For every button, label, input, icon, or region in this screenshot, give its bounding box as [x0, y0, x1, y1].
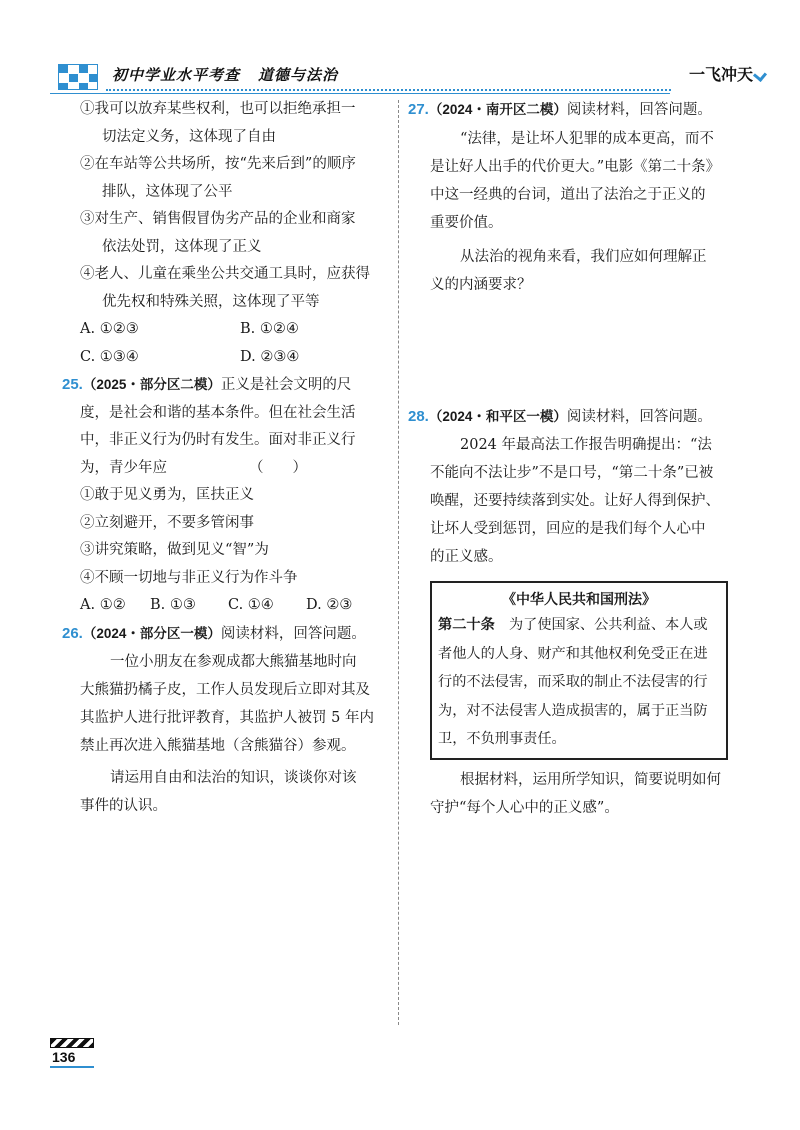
q27-question-line: 从法治的视角来看，我们应如何理解正 [460, 248, 707, 265]
question-28 [408, 403, 728, 822]
q28-source: （2024・和平区一模） [428, 408, 567, 424]
q27-first-line [408, 96, 728, 125]
q27-material-line: 是让好人出手的代价更大。”电影《第二十条》 [430, 158, 721, 175]
q27-source: （2024・南开区二模） [428, 102, 567, 117]
clapper-stripes-icon [50, 1038, 94, 1048]
q26-material-line: 大熊猫扔橘子皮，工作人员发现后立即对其及 [80, 682, 370, 698]
q25-option-c[interactable]: C. ①④ [228, 597, 274, 613]
q25-stem: 正义是社会文明的尺 [220, 377, 352, 393]
right-column [408, 96, 728, 822]
page-number: 136 [52, 1049, 76, 1065]
q28-material-line: 唤醒，还要持续落到实处。让好人得到保护、 [430, 493, 720, 509]
q24-options-row-2 [80, 344, 380, 372]
q24-item: 优先权和特殊关照，这体现了平等 [102, 293, 320, 310]
q25-first-line [62, 371, 380, 400]
q28-question-line: 守护“每个人心中的正义感”。 [430, 799, 619, 816]
law-line [438, 611, 720, 640]
law-text: 为了使国家、公共利益、本人或 [508, 617, 708, 633]
q24-item: ④老人、儿童在乘坐公共交通工具时，应获得 [80, 266, 370, 282]
q27-number: 27. [408, 101, 429, 118]
q27-material-line: “法律，是让坏人犯罪的成本更高，而不 [460, 130, 714, 147]
q25-options-row [80, 592, 380, 620]
q27-material-line: 中这一经典的台词，道出了法治之于正义的 [430, 186, 706, 203]
q25-item: ④不顾一切地与非正义行为作斗争 [80, 569, 298, 586]
q28-material-line: 的正义感。 [430, 549, 503, 565]
q28-question [408, 766, 728, 822]
q28-lead: 阅读材料，回答问题。 [566, 408, 712, 425]
q26-question [80, 764, 380, 820]
header-dotted-rule [106, 89, 671, 91]
q26-material-line: 其监护人进行批评教育，其监护人被罚 5 年内 [80, 710, 374, 726]
law-title: 《中华人民共和国刑法》 [502, 591, 656, 607]
q24-options-row-1 [80, 316, 380, 344]
q27-question-line: 义的内涵要求？ [430, 276, 532, 293]
q28-first-line [408, 403, 728, 432]
q25-item: ③讲究策略，做到见义“智”为 [80, 542, 269, 558]
q25-stem-end: 为，青少年应 [80, 459, 167, 476]
subject-title: 道德与法治 [258, 66, 339, 84]
q27-question [408, 243, 728, 299]
law-line: 为，对不法侵害人造成损害的，属于正当防 [438, 702, 708, 719]
q27-lead: 阅读材料，回答问题。 [566, 102, 712, 118]
q24-option-c[interactable]: C. ①③④ [80, 348, 139, 365]
q24-continuation [80, 96, 380, 371]
left-column [62, 96, 380, 820]
q26-first-line [62, 620, 380, 649]
question-25 [62, 371, 380, 620]
q25-item: ①敢于见义勇为，匡扶正义 [80, 487, 254, 503]
column-divider [398, 100, 399, 1025]
q25-option-a[interactable]: A. ①② [80, 597, 126, 613]
q25-stem-line: 度，是社会和谐的基本条件。但在社会生活 [80, 404, 356, 421]
q25-answer-blank[interactable]: （ ） [249, 459, 307, 476]
q24-item: 切法定义务，这体现了自由 [102, 128, 276, 145]
q26-source: （2024・部分区一模） [82, 625, 221, 641]
q26-material [80, 648, 380, 760]
q24-item: 依法处罚，这体现了正义 [102, 238, 262, 255]
q26-material-line: 一位小朋友在参观成都大熊猫基地时向 [110, 654, 357, 670]
law-line: 者他人的人身、财产和其他权利免受正在进 [438, 645, 708, 662]
q28-question-line: 根据材料，运用所学知识，简要说明如何 [460, 771, 721, 788]
q26-lead: 阅读材料，回答问题。 [220, 625, 366, 642]
q26-number: 26. [62, 624, 83, 642]
q25-option-b[interactable]: B. ①③ [150, 597, 196, 613]
law-line: 行的不法侵害，而采取的制止不法侵害的行 [438, 674, 708, 690]
q24-option-b[interactable]: B. ①②④ [240, 321, 299, 337]
q25-stem-line: 中，非正义行为仍时有发生。面对非正义行 [80, 432, 356, 448]
q25-option-d[interactable]: D. ②③ [306, 597, 353, 613]
page-header [50, 56, 765, 96]
q24-option-a[interactable]: A. ①②③ [80, 321, 139, 337]
q24-item: ①我可以放弃某些权利，也可以拒绝承担一 [80, 101, 356, 117]
q27-material [408, 125, 728, 237]
q28-material [408, 431, 728, 571]
q25-stem-line [80, 455, 380, 483]
q25-item: ②立刻避开，不要多管闲事 [80, 514, 254, 531]
q24-option-d[interactable]: D. ②③④ [240, 348, 300, 365]
law-line: 卫，不负刑事责任。 [438, 731, 566, 747]
q28-material-line: 不能向不法让步”不是口号，“第二十条”已被 [430, 465, 714, 481]
grid-logo-icon [58, 64, 98, 90]
q27-material-line: 重要价值。 [430, 214, 503, 231]
q26-question-line: 请运用自由和法治的知识，谈谈你对该 [110, 770, 357, 786]
law-article: 第二十条 [438, 617, 495, 633]
q26-material-line: 禁止再次进入熊猫基地（含熊猫谷）参观。 [80, 738, 356, 754]
swoosh-icon [753, 68, 767, 82]
q26-question-line: 事件的认识。 [80, 798, 167, 814]
header-title [112, 64, 338, 85]
q28-material-line: 2024 年最高法工作报告明确提出：“法 [460, 437, 712, 453]
q25-number: 25. [62, 376, 83, 393]
header-rule [50, 93, 670, 94]
page-number-badge [50, 1038, 94, 1070]
q24-item: 排队，这体现了公平 [102, 183, 233, 200]
book-title: 初中学业水平考查 [112, 66, 241, 84]
badge-base-rule [50, 1066, 94, 1068]
q25-source: （2025・部分区二模） [82, 377, 221, 392]
question-26 [62, 620, 380, 821]
brand-logo [689, 62, 765, 85]
q24-item: ③对生产、销售假冒伪劣产品的企业和商家 [80, 211, 356, 227]
brand-text: 一飞冲天 [688, 65, 753, 84]
q24-item: ②在车站等公共场所，按“先来后到”的顺序 [80, 156, 356, 172]
q28-material-line: 让坏人受到惩罚，回应的是我们每个人心中 [430, 521, 706, 537]
question-27 [408, 96, 728, 299]
q28-number: 28. [408, 407, 429, 425]
law-excerpt-box [430, 581, 728, 760]
